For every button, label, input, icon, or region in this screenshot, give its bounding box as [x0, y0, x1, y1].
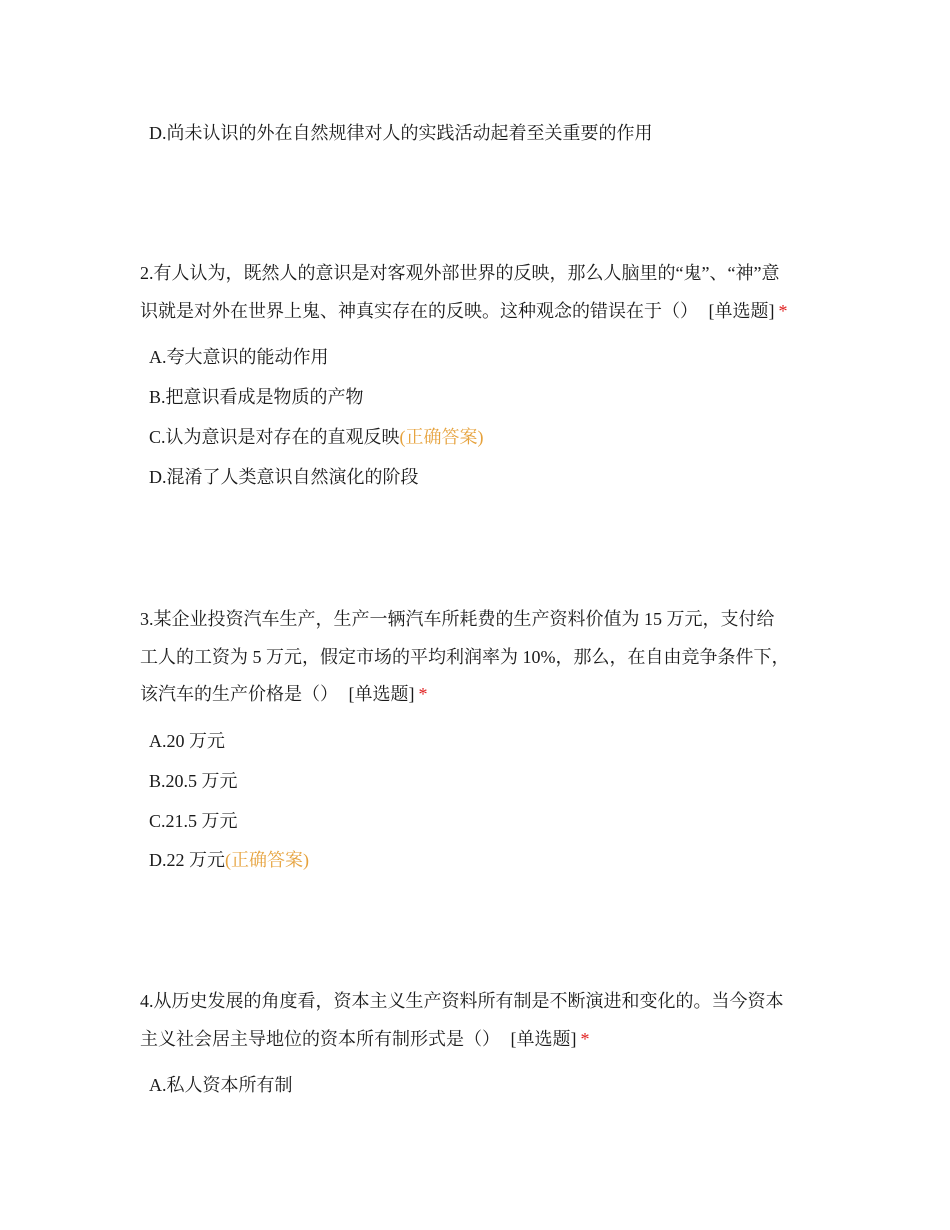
q3-option-d[interactable]	[149, 848, 309, 872]
q3-option-b[interactable]: B.20.5 万元	[149, 771, 238, 791]
q2-type-label: [单选题]	[708, 301, 775, 321]
q3-stem-text: 该汽车的生产价格是（）	[140, 684, 338, 704]
q3-type-label: [单选题]	[348, 684, 415, 704]
q4-type-label: [单选题]	[510, 1029, 577, 1049]
q4-stem-line2	[140, 1027, 590, 1051]
q3-correct-answer-tag: (正确答案)	[225, 850, 309, 870]
q2-option-c[interactable]	[149, 425, 484, 449]
q3-stem-line1: 3.某企业投资汽车生产，生产一辆汽车所耗费的生产资料价值为 15 万元，支付给	[140, 609, 775, 629]
q3-option-d-text: D.22 万元	[149, 850, 225, 870]
q4-option-a[interactable]: A.私人资本所有制	[149, 1075, 293, 1095]
q2-correct-answer-tag: (正确答案)	[399, 427, 484, 447]
q2-stem-line1: 2.有人认为，既然人的意识是对客观外部世界的反映，那么人脑里的“鬼”、“神”意	[140, 263, 780, 283]
q2-option-a[interactable]: A.夸大意识的能动作用	[149, 347, 329, 367]
q2-option-d[interactable]: D.混淆了人类意识自然演化的阶段	[149, 467, 419, 487]
q2-required-mark: *	[778, 301, 788, 321]
q4-stem-text: 主义社会居主导地位的资本所有制形式是（）	[140, 1029, 500, 1049]
q2-stem-line2	[140, 299, 788, 323]
q3-option-a[interactable]: A.20 万元	[149, 731, 225, 751]
q3-stem-line3	[140, 682, 428, 706]
q4-required-mark: *	[580, 1029, 590, 1049]
q2-option-c-text: C.认为意识是对存在的直观反映	[149, 427, 400, 447]
q3-option-c[interactable]: C.21.5 万元	[149, 811, 238, 831]
prev-option-d: D.尚未认识的外在自然规律对人的实践活动起着至关重要的作用	[149, 123, 653, 143]
q4-stem-line1: 4.从历史发展的角度看，资本主义生产资料所有制是不断演进和变化的。当今资本	[140, 991, 784, 1011]
q3-stem-line2: 工人的工资为 5 万元，假定市场的平均利润率为 10%，那么，在自由竞争条件下，	[140, 647, 790, 667]
q2-option-b[interactable]: B.把意识看成是物质的产物	[149, 387, 364, 407]
q3-required-mark: *	[418, 684, 428, 704]
q2-stem-text: 识就是对外在世界上鬼、神真实存在的反映。这种观念的错误在于（）	[140, 301, 698, 321]
